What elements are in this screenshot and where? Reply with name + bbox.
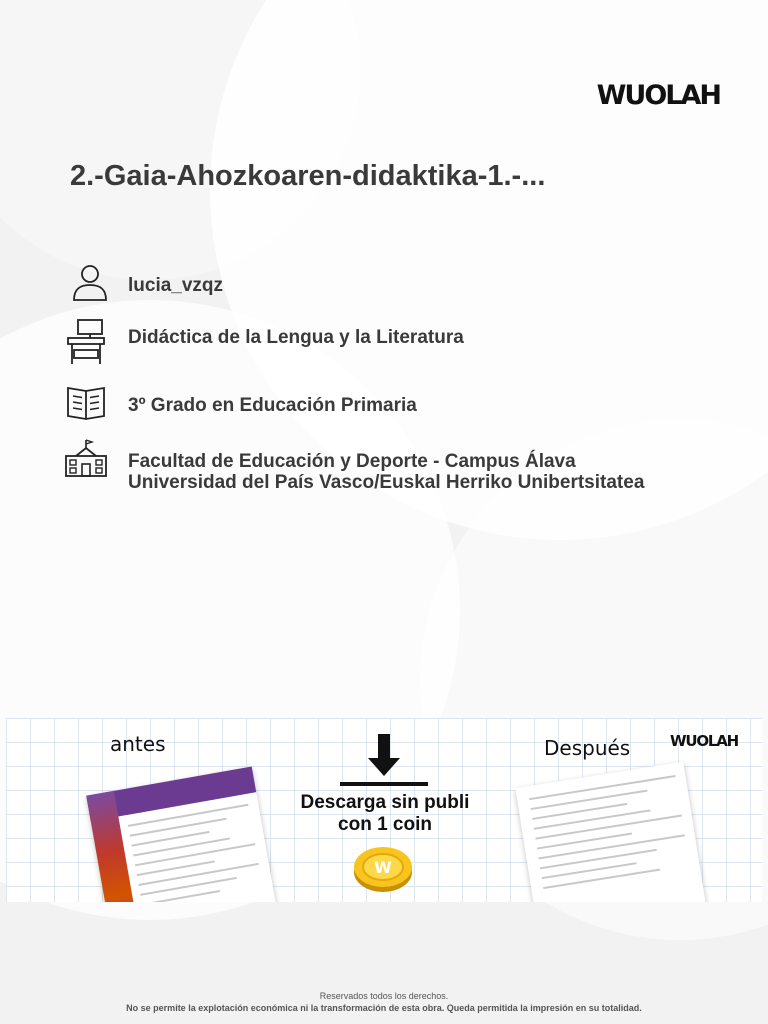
faculty-name: Facultad de Educación y Deporte - Campus Álava bbox=[128, 451, 576, 472]
download-cta-text[interactable] bbox=[276, 792, 494, 836]
school-building-icon bbox=[62, 438, 110, 478]
info-row-author bbox=[62, 262, 722, 302]
footer-line-2: No se permite la explotación económica ni la transformación de esta obra. Queda permitida la impresión en su totalidad. bbox=[126, 1003, 642, 1013]
document-lines bbox=[128, 804, 264, 902]
subject-name: Didáctica de la Lengua y la Literatura bbox=[128, 327, 464, 348]
author-name: lucia_vzqz bbox=[128, 275, 224, 296]
university-name: Universidad del País Vasco/Euskal Herriko Unibertsitatea bbox=[128, 472, 645, 493]
after-label: Después bbox=[544, 736, 631, 760]
book-icon bbox=[62, 382, 110, 422]
document-lines bbox=[529, 775, 691, 897]
banner-wuolah-logo: WUOLAH bbox=[670, 732, 738, 750]
degree-name: 3º Grado en Educación Primaria bbox=[128, 395, 417, 416]
download-arrow-icon bbox=[340, 732, 428, 788]
cta-line-1: Descarga sin publi bbox=[300, 792, 470, 813]
desk-icon bbox=[62, 318, 110, 366]
ad-free-download-banner[interactable] bbox=[6, 718, 762, 902]
coin-letter: W bbox=[374, 858, 392, 877]
info-row-subject bbox=[62, 318, 722, 366]
coin-icon bbox=[352, 842, 414, 894]
before-label: antes bbox=[110, 732, 166, 756]
footer-line-1: Reservados todos los derechos. bbox=[319, 991, 449, 1001]
info-row-degree bbox=[62, 382, 722, 422]
institution-name bbox=[128, 438, 644, 493]
document-info bbox=[62, 262, 722, 509]
cta-line-2: con 1 coin bbox=[338, 814, 432, 835]
info-row-institution bbox=[62, 438, 722, 493]
before-document-preview bbox=[86, 767, 277, 902]
copyright-footer bbox=[0, 990, 768, 1014]
document-title: 2.-Gaia-Ahozkoaren-didaktika-1.-... bbox=[70, 160, 546, 192]
wuolah-logo: WUOLAH bbox=[596, 80, 720, 111]
user-icon bbox=[62, 262, 110, 302]
after-document-preview bbox=[515, 762, 706, 902]
